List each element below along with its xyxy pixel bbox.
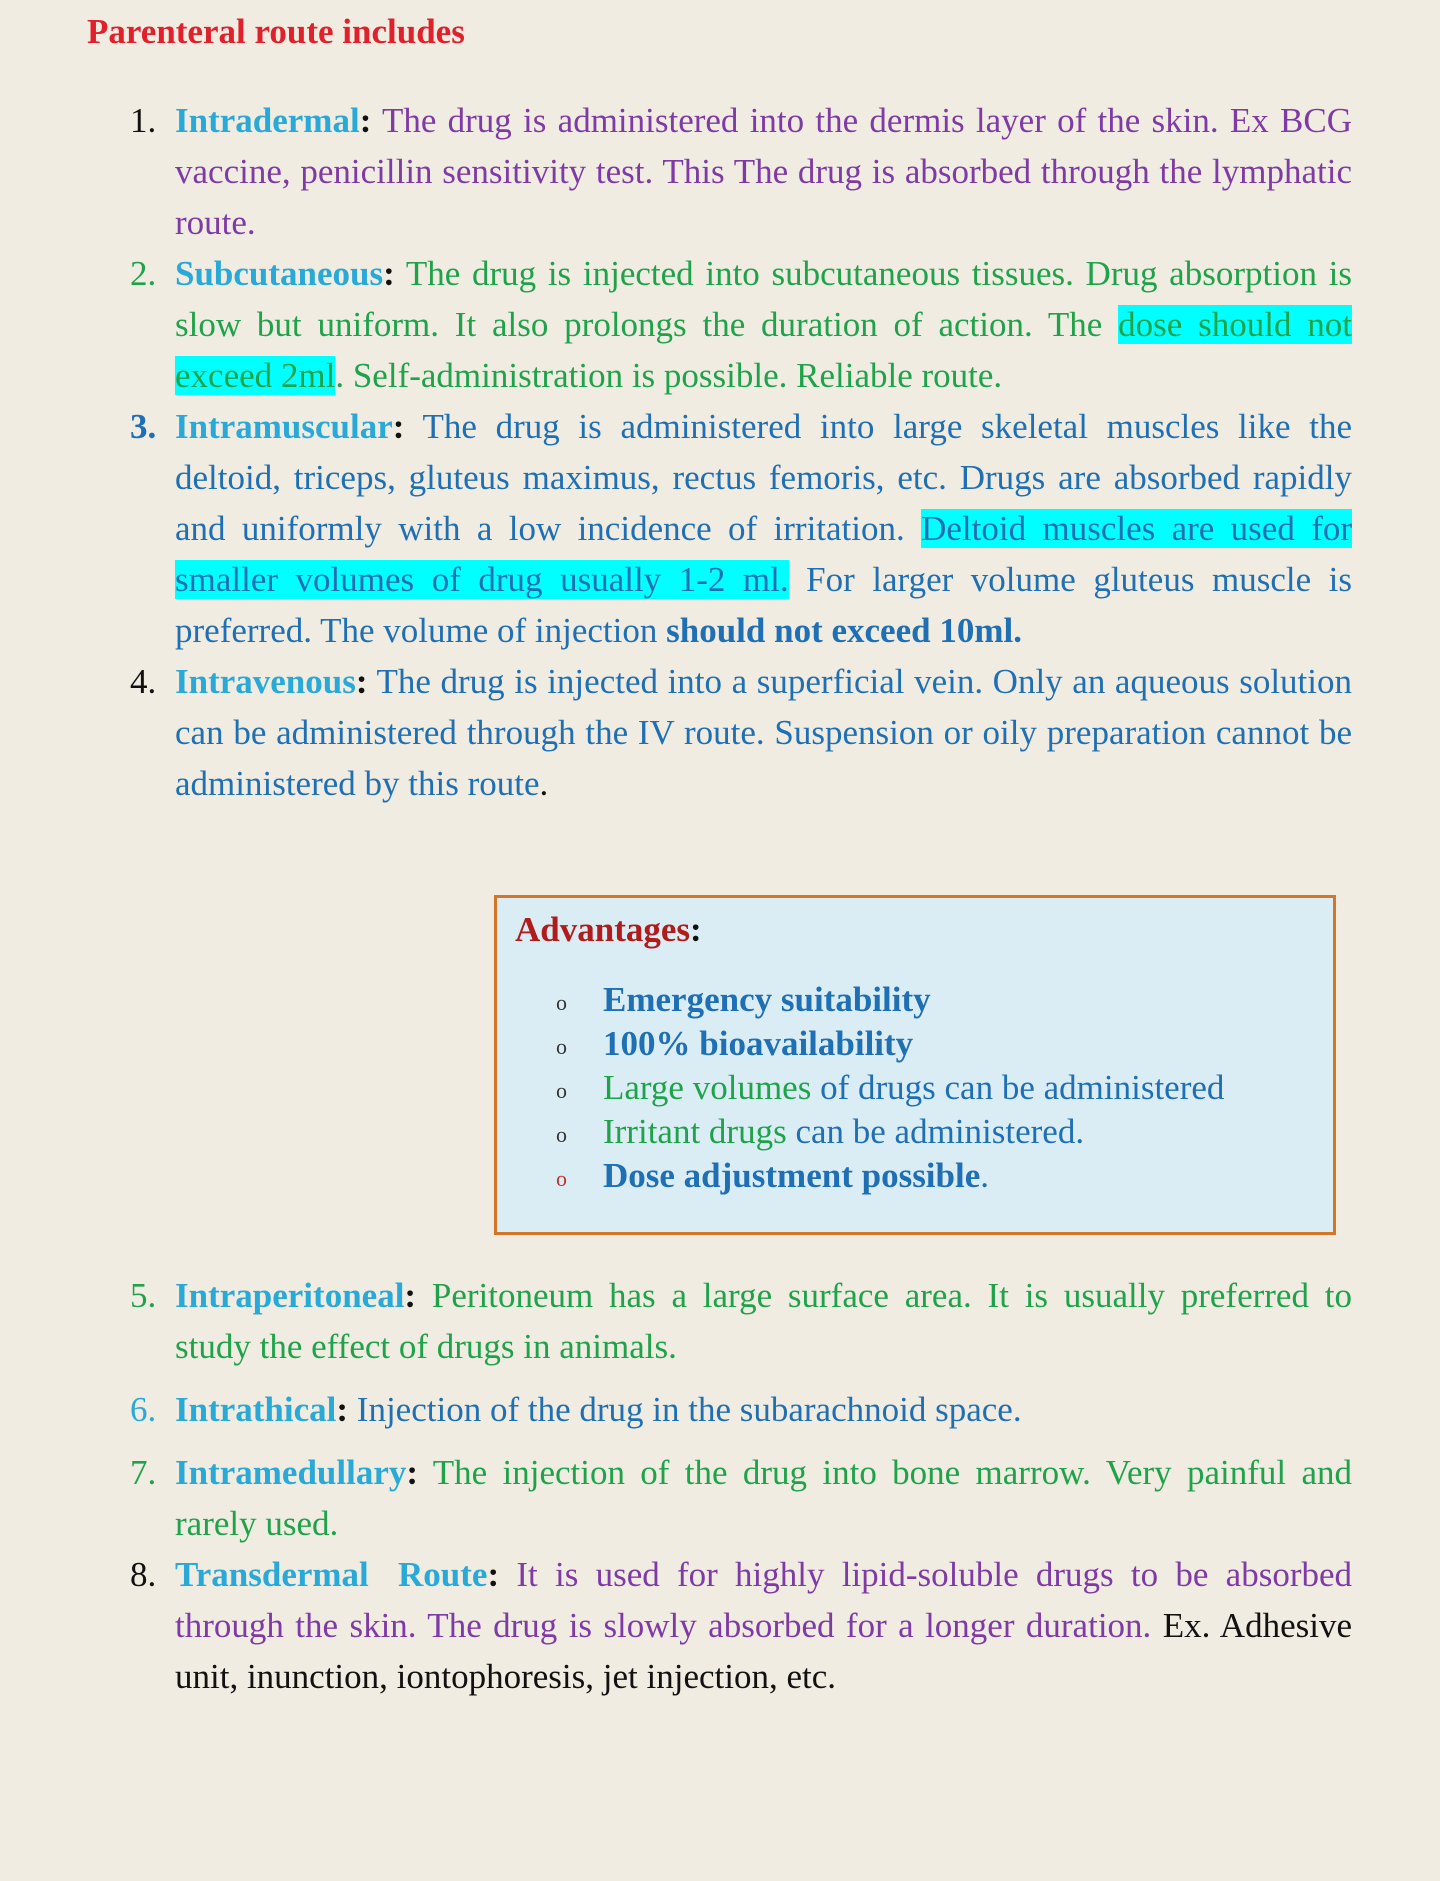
advantage-text-a: Irritant drugs xyxy=(603,1112,787,1151)
item-number: 1. xyxy=(130,101,157,140)
item-colon: : xyxy=(336,1390,349,1429)
advantage-text: Dose adjustment possible xyxy=(603,1156,981,1195)
advantages-box xyxy=(494,895,1336,1235)
item-end: . xyxy=(539,764,549,803)
list-item-intravenous xyxy=(0,656,1440,809)
list-item-intrathical xyxy=(0,1384,1440,1435)
item-colon: : xyxy=(355,662,368,701)
advantages-title-text: Advantages xyxy=(515,910,691,949)
circle-bullet-icon: o xyxy=(556,1166,567,1191)
advantage-item xyxy=(497,1066,1224,1110)
advantages-colon: : xyxy=(690,910,702,949)
item-text: The drug is administered into large skeletal muscles like the deltoid, triceps, gluteus maximus, rectus femoris, etc. Drugs are absorbed rapidly and uniformly with a low incidence of irritation. xyxy=(175,407,1352,548)
item-number: 5. xyxy=(130,1276,157,1315)
item-tail: Ex. Adhesive unit, inunction, iontophoresis, jet injection, etc. xyxy=(175,1606,1352,1696)
circle-bullet-icon: o xyxy=(556,1122,567,1147)
circle-bullet-icon: o xyxy=(556,1078,567,1103)
item-text: The drug is injected into subcutaneous tissues. Drug absorption is slow but uniform. It also prolongs the duration of action. The xyxy=(175,254,1352,344)
advantages-list xyxy=(497,978,1224,1198)
advantage-text-b: of drugs can be administered xyxy=(811,1068,1225,1107)
item-text: The drug is injected into a superficial vein. Only an aqueous solution can be administered through the IV route. Suspension or oily preparation cannot be administered by this route xyxy=(175,662,1352,803)
highlighted-text: dose should not exceed 2ml xyxy=(175,305,1352,395)
item-term: Intrathical xyxy=(175,1390,337,1429)
advantage-end: . xyxy=(980,1156,990,1195)
item-colon: : xyxy=(359,101,372,140)
item-number: 8. xyxy=(130,1555,157,1594)
item-text: The drug is administered into the dermis layer of the skin. Ex BCG vaccine, penicillin sensitivity test. This The drug is absorbed through the lymphatic route. xyxy=(175,101,1352,242)
item-text: It is used for highly lipid-soluble drugs to be absorbed through the skin. The drug is slowly absorbed for a longer duration. xyxy=(175,1555,1353,1645)
advantages-title xyxy=(515,904,702,955)
route-list-top xyxy=(0,95,1440,809)
item-colon: : xyxy=(406,1453,419,1492)
route-list-bottom xyxy=(0,1270,1440,1702)
advantage-text-a: Large volumes xyxy=(603,1068,812,1107)
circle-bullet-icon: o xyxy=(556,1034,567,1059)
list-item-subcutaneous xyxy=(0,248,1440,401)
title-bold: Parenteral xyxy=(87,12,246,51)
advantage-text: 100% bioavailability xyxy=(603,1024,914,1063)
item-colon: : xyxy=(404,1276,417,1315)
bold-emphasis: should not exceed 10ml. xyxy=(666,611,1022,650)
item-text: Peritoneum has a large surface area. It is usually preferred to study the effect of drugs in animals. xyxy=(175,1276,1352,1366)
item-number: 7. xyxy=(130,1453,157,1492)
advantage-item xyxy=(497,1022,1224,1066)
item-number: 3. xyxy=(130,407,157,446)
advantage-text: Emergency suitability xyxy=(603,980,931,1019)
item-text: Injection of the drug in the subarachnoid space. xyxy=(348,1390,1022,1429)
list-item-intradermal xyxy=(0,95,1440,248)
advantage-item xyxy=(497,978,1224,1022)
item-number: 6. xyxy=(130,1390,157,1429)
list-item-intramedullary xyxy=(0,1447,1440,1549)
list-item-transdermal xyxy=(0,1549,1440,1702)
item-term: Intramuscular xyxy=(175,407,393,446)
advantage-text-b: can be administered. xyxy=(786,1112,1085,1151)
item-term: Intravenous xyxy=(175,662,356,701)
item-colon: : xyxy=(487,1555,500,1594)
advantage-item xyxy=(497,1110,1224,1154)
list-item-intraperitoneal xyxy=(0,1270,1440,1372)
item-text-continued: . Self-administration is possible. Reliable route. xyxy=(335,356,1003,395)
list-item-intramuscular xyxy=(0,401,1440,656)
page-title xyxy=(87,6,465,57)
item-term: Intradermal xyxy=(175,101,360,140)
item-term: Subcutaneous xyxy=(175,254,384,293)
item-term: Intraperitoneal xyxy=(175,1276,405,1315)
item-number: 4. xyxy=(130,662,157,701)
item-text: The injection of the drug into bone marrow. Very painful and rarely used. xyxy=(175,1453,1352,1543)
advantage-item xyxy=(497,1154,1224,1198)
item-term: Intramedullary xyxy=(175,1453,407,1492)
item-number: 2. xyxy=(130,254,157,293)
item-text-continued: For larger volume gluteus muscle is preferred. The volume of injection xyxy=(175,560,1352,650)
item-term: Transdermal Route xyxy=(175,1555,488,1594)
circle-bullet-icon: o xyxy=(556,990,567,1015)
title-rest: route includes xyxy=(245,12,465,51)
highlighted-text: Deltoid muscles are used for smaller volumes of drug usually 1-2 ml. xyxy=(175,509,1352,599)
item-colon: : xyxy=(383,254,395,293)
item-colon: : xyxy=(392,407,405,446)
